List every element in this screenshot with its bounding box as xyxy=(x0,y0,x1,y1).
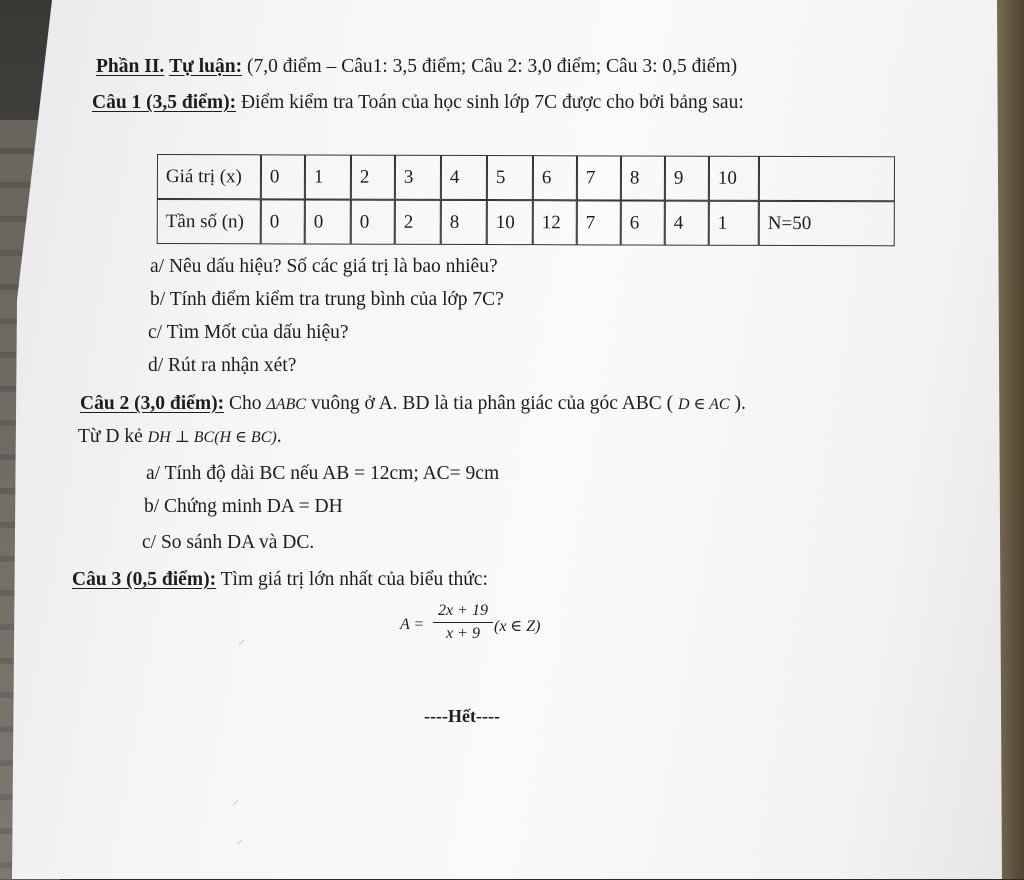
q2-line2 xyxy=(78,426,282,449)
table-header-freqs: Tần số (n) xyxy=(157,199,261,244)
table-cell-empty xyxy=(759,156,895,201)
pencil-mark: ⸝ xyxy=(238,633,245,648)
q2-text-a: Cho xyxy=(228,393,262,414)
table-row-freqs xyxy=(158,200,895,247)
formula-condition: (x ∈ Z) xyxy=(494,618,541,635)
table-cell: 5 xyxy=(487,155,533,200)
part-label: Phần II. xyxy=(96,56,165,77)
part-heading xyxy=(96,56,737,78)
table-cell: 10 xyxy=(709,156,759,201)
q1-heading xyxy=(92,92,744,114)
table-cell: 12 xyxy=(533,200,577,245)
table-cell: 6 xyxy=(621,200,665,245)
table-cell: 4 xyxy=(665,201,709,246)
formula-denominator: x + 9 xyxy=(446,625,480,643)
table-header-values: Giá trị (x) xyxy=(157,154,261,199)
table-cell: 7 xyxy=(577,200,621,245)
table-cell: 9 xyxy=(665,156,709,201)
table-cell: 8 xyxy=(621,155,665,200)
part-points: (7,0 điểm – Câu1: 3,5 điểm; Câu 2: 3,0 điểm; Câu 3: 0,5 điểm) xyxy=(242,56,738,77)
q2-triangle: ΔABC xyxy=(266,396,306,413)
q3-heading xyxy=(72,569,488,591)
q2-label: Câu 2 (3,0 điểm): xyxy=(80,393,225,414)
table-cell: 0 xyxy=(351,200,395,245)
table-cell: 10 xyxy=(487,200,533,245)
q3-formula xyxy=(400,602,560,652)
formula-lhs: A = xyxy=(400,616,425,633)
formula-numerator: 2x + 19 xyxy=(438,602,488,619)
pencil-mark: ⸝ xyxy=(232,793,239,808)
q2-line2-end: . xyxy=(276,426,282,447)
q1-item-a: a/ Nêu dấu hiệu? Số các giá trị là bao nhiêu? xyxy=(150,256,498,277)
q1-item-d: d/ Rút ra nhận xét? xyxy=(148,355,297,376)
pencil-mark: ⸝ xyxy=(236,833,243,848)
q2-perpendicular: DH ⊥ BC(H ∈ BC) xyxy=(147,429,277,446)
end-marker: ----Hết---- xyxy=(424,706,500,726)
frequency-table xyxy=(158,155,895,247)
table-cell: 8 xyxy=(441,200,487,245)
q1-item-b: b/ Tính điểm kiểm tra trung bình của lớp 7C? xyxy=(150,289,504,310)
formula-fraction xyxy=(433,602,493,643)
table-cell: 0 xyxy=(261,199,305,244)
q2-item-a: a/ Tính độ dài BC nếu AB = 12cm; AC= 9cm xyxy=(146,463,500,484)
table-cell: 2 xyxy=(395,200,441,245)
q2-item-c: c/ So sánh DA và DC. xyxy=(142,532,315,553)
q2-d-in-ac: D ∈ AC xyxy=(678,396,730,413)
table-cell: 1 xyxy=(305,154,351,199)
table-cell: 3 xyxy=(395,155,441,200)
table-cell: 2 xyxy=(351,155,395,200)
table-cell-total: N=50 xyxy=(759,201,895,246)
table-cell: 7 xyxy=(577,155,621,200)
q1-item-c: c/ Tìm Mốt của dấu hiệu? xyxy=(148,322,349,343)
q3-text: Tìm giá trị lớn nhất của biểu thức: xyxy=(220,569,488,590)
fraction-bar xyxy=(433,622,493,623)
q2-item-b: b/ Chứng minh DA = DH xyxy=(144,496,343,517)
table-cell: 0 xyxy=(261,154,305,199)
q1-label: Câu 1 (3,5 điểm): xyxy=(92,92,237,113)
table-row-values xyxy=(158,155,895,202)
table-cell: 1 xyxy=(709,201,759,246)
q3-label: Câu 3 (0,5 điểm): xyxy=(72,569,217,590)
part-title: Tự luận: xyxy=(169,56,243,77)
table-cell: 0 xyxy=(305,199,351,244)
q2-heading xyxy=(80,393,746,416)
q2-text-b: vuông ở A. BD là tia phân giác của góc ABC ( xyxy=(310,393,674,414)
q1-text: Điểm kiểm tra Toán của học sinh lớp 7C được cho bởi bảng sau: xyxy=(240,92,744,113)
q2-line2-text: Từ D kẻ xyxy=(78,426,143,447)
q2-text-c: ). xyxy=(734,393,746,414)
table-cell: 6 xyxy=(533,155,577,200)
table-cell: 4 xyxy=(441,155,487,200)
